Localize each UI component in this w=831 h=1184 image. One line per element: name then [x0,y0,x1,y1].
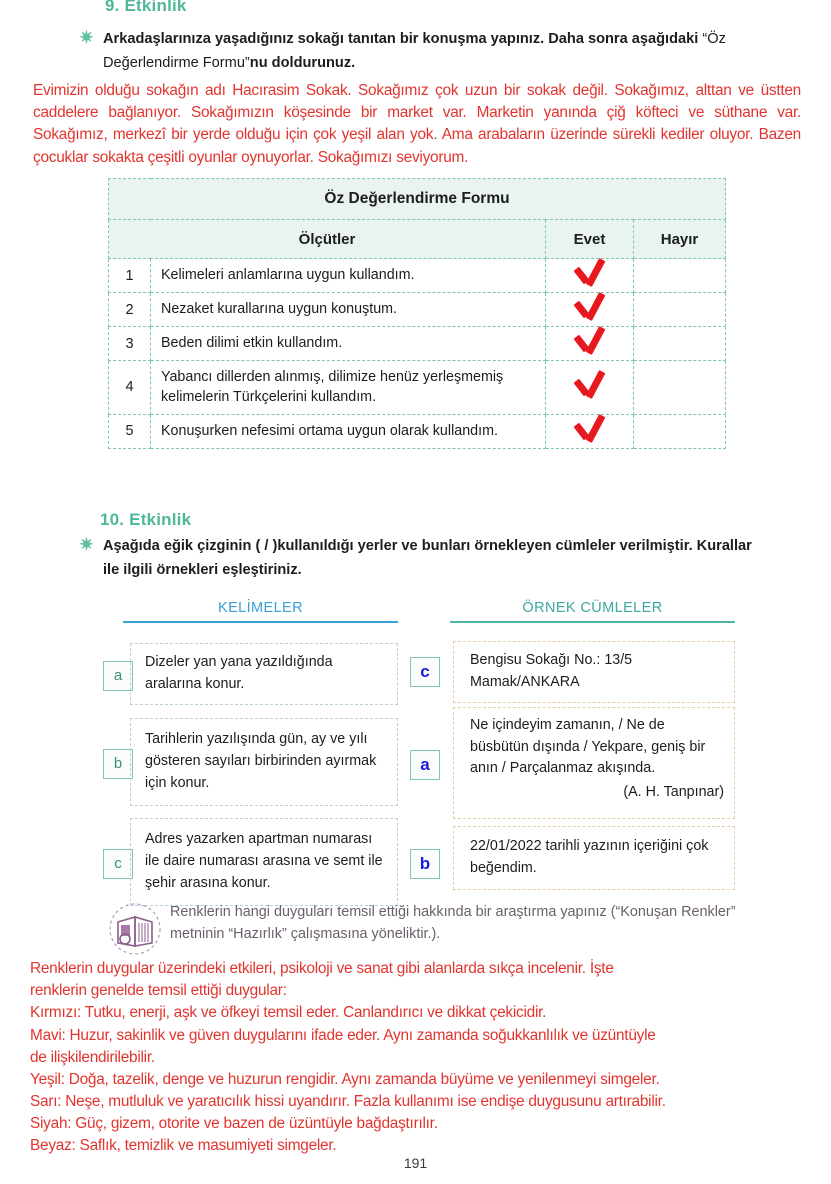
instruction-text-part1: Arkadaşlarınıza yaşadığınız sokağı tanıtan bir konuşma yapınız. Daha sonra aşağıdaki [103,31,703,47]
checkbox-yes[interactable] [546,327,634,361]
research-answer-block [30,958,805,1158]
checkbox-no[interactable] [634,259,726,293]
answer-line: Sarı: Neşe, mutluluk ve yaratıcılık hissi uyandırır. Fazla kullanımı ise endişe duygusunu artırabilir. [30,1093,666,1111]
research-note-text: Renklerin hangi duyguları temsil ettiği hakkında bir araştırma yapınız (“Konuşan Renkler” metninin “Hazırlık” çalışmasına yöneliktir.). [170,904,736,942]
rule-box-a[interactable]: Dizeler yan yana yazıldığında aralarına konur. [130,643,398,705]
rule-tag-a: a [103,661,133,691]
matching-left-column-title: KELİMELER [123,600,398,623]
table-header-row [109,220,726,259]
student-written-answer-street: Evimizin olduğu sokağın adı Hacırasim Sokak. Sokağımız çok uzun bir sokak değil. Sokağımız, alttan ve üstten caddelere bağlanıyor. Sokağımızın köşesinde bir market var. Marketin yanında çiğ köfteci ve süthane var. Sokağımız, merkezî bir yerde olduğu için çok yeşil alan yok. Ama arabaların üzerinde sürekli kediler oluyor. Bazen çocuklar sokakta çeşitli oyunlar oynuyorlar. Sokağımızı seviyorum. [33,82,801,166]
checkbox-no[interactable] [634,327,726,361]
checkbox-yes[interactable] [546,414,634,448]
row-number: 3 [109,327,151,361]
table-row [109,414,726,448]
activity-9-heading: 9. Etkinlik [105,0,187,15]
answer-line: Renklerin duygular üzerindeki etkileri, psikoloji ve sanat gibi alanlarda sıkça incelenir. İşte [30,960,614,977]
answer-tag-example-2[interactable]: a [410,750,440,780]
row-criteria-text: Yabancı dillerden alınmış, dilimize henüz yerleşmemiş kelimelerin Türkçelerini kullandım. [151,361,546,415]
instruction-text: Aşağıda eğik çizginin ( / )kullanıldığı yerler ve bunları örnekleyen cümleler verilmiştir. Kurallar ile ilgili örnekleri eşleştiriniz. [103,538,752,578]
check-icon [570,259,610,287]
row-number: 1 [109,259,151,293]
column-header-yes: Evet [546,220,634,259]
instruction-quote: “Öz Değerlendirme Formu” [103,31,726,71]
row-number: 5 [109,414,151,448]
row-criteria-text: Konuşurken nefesimi ortama uygun olarak kullandım. [151,414,546,448]
star-bullet-icon: ✷ [79,28,94,47]
table-row [109,259,726,293]
checkbox-no[interactable] [634,293,726,327]
check-icon [570,415,610,443]
rule-box-c[interactable]: Adres yazarken apartman numarası ile daire numarası arasına ve semt ile şehir arasına konur. [130,818,398,906]
checkbox-yes[interactable] [546,361,634,415]
rule-tag-c: c [103,849,133,879]
table-row [109,361,726,415]
example-box-3[interactable]: 22/01/2022 tarihli yazının içeriğini çok beğendim. [453,826,735,890]
checkbox-yes[interactable] [546,259,634,293]
answer-line: Siyah: Güç, gizem, otorite ve bazen de üzüntüyle bağdaştırılır. [30,1115,438,1133]
table-row [109,293,726,327]
answer-tag-example-1[interactable]: c [410,657,440,687]
example-box-2[interactable] [453,707,735,819]
row-criteria-text: Kelimeleri anlamlarına uygun kullandım. [151,259,546,293]
checkbox-yes[interactable] [546,293,634,327]
rule-box-b[interactable]: Tarihlerin yazılışında gün, ay ve yılı gösteren sayıları birbirinden ayırmak için konur. [130,718,398,806]
checkbox-no[interactable] [634,414,726,448]
example-attribution-2: (A. H. Tanpınar) [623,784,724,801]
table-title: Öz Değerlendirme Formu [109,179,726,220]
self-evaluation-table [108,178,726,449]
check-icon [570,327,610,355]
row-number: 2 [109,293,151,327]
answer-tag-example-3[interactable]: b [410,849,440,879]
row-criteria-text: Nezaket kurallarına uygun konuştum. [151,293,546,327]
column-header-no: Hayır [634,220,726,259]
answer-line: Kırmızı: Tutku, enerji, aşk ve öfkeyi temsil eder. Canlandırıcı ve dikkat çekicidir. [30,1004,547,1022]
rule-tag-b: b [103,749,133,779]
checkbox-no[interactable] [634,361,726,415]
example-box-1[interactable]: Bengisu Sokağı No.: 13/5 Mamak/ANKARA [453,641,735,703]
answer-line: Beyaz: Saflık, temizlik ve masumiyeti simgeler. [30,1137,337,1155]
activity-10-instruction [79,535,763,582]
row-number: 4 [109,361,151,415]
answer-line: Yeşil: Doğa, tazelik, denge ve huzurun rengidir. Aynı zamanda büyüme ve yenilenmeyi simgeler. [30,1070,660,1088]
check-icon [570,293,610,321]
column-header-criteria: Ölçütler [109,220,546,259]
star-bullet-icon: ✷ [79,535,94,554]
matching-right-column-title: ÖRNEK CÜMLELER [450,600,735,623]
book-reading-icon [104,901,166,957]
example-text-2: Ne içindeyim zamanın, / Ne de büsbütün dışında / Yekpare, geniş bir anın / Parçalanmaz akışında. [470,717,706,777]
activity-9-instruction [79,28,763,75]
answer-line: Mavi: Huzur, sakinlik ve güven duygularını ifade eder. Aynı zamanda soğukkanlılık ve üzüntüyle [30,1026,656,1044]
row-criteria-text: Beden dilimi etkin kullandım. [151,327,546,361]
table-title-row [109,179,726,220]
instruction-text-part2: nu doldurunuz. [249,54,356,71]
answer-line: renklerin genelde temsil ettiği duygular: [30,982,287,1000]
answer-line: de ilişkilendirilebilir. [30,1048,155,1066]
activity-10-heading: 10. Etkinlik [100,510,192,529]
page-number: 191 [403,1155,428,1171]
table-row [109,327,726,361]
check-icon [570,371,610,399]
